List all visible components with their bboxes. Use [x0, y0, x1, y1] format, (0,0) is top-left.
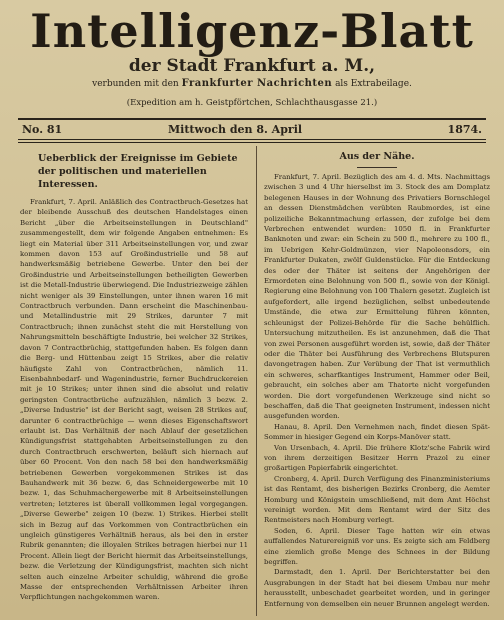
right-column — [264, 150, 490, 616]
expedition-line: (Expedition am h. Geistpförtchen, Schlachthausgasse 21.) — [126, 98, 378, 108]
issue-number: No. 81 — [22, 123, 63, 136]
column-divider — [256, 146, 257, 616]
article-frankfurt: Frankfurt, 7. April. Bezüglich des am 4. d. Mts. Nachmittags zwischen 3 und 4 Uhr hierselbst im 3. Stock des am Domplatz belegenen Hauses in der Wohnung des Privatiers Bornschlegel an dessen Dienstmädchen verübten Raubmordes, ist eine polizeiliche Bekanntmachung erlassen, der zufolge bei dem Verbrechen entwendet wurden: 1050 fl. in Frankfurter Banknoten und zwar: ein Schein zu 500 fl., mehrere zu 100 fl., im Uebrigen Kehr-Goldmünzen, vier Napoleonsdors, ein Frankfurter Dukaten, zwölf Guldenstücke. Für die Entdeckung des oder der Thäter ist seitens der Angehörigen der Ermordeten eine Belohnung von 500 fl., sowie von der Königl. Regierung eine Belohnung von 100 Thalern gesetzt. Zugleich ist aufgefordert, alle irgend bezüglichen, selbst unbedeutende Umstände, die etwa zur Ermittelung führen könnten, schleunigst der Polizei-Behörde für die Sache behülflich. Untersuchung mitzutheilen. Es ist anzunehmen, daß die That von zwei Personen ausgeführt worden ist, sowie, daß der Thäter oder die Thäter bei Ausführung des Verbrechens Blutspuren davongetragen haben. Zur Verübung der That ist vermuthlich ein schweres, scharfkantiges Instrument, Hammer oder Beil, gebraucht, ein solches aber am Thatorte nicht vorgefunden worden. Die dort vorgefundenen Werkzeuge sind nicht so beschaffen, daß die That geeigneten Instrument, indessen nicht ausgefunden worden. — [264, 173, 490, 421]
article-ursenbach: Von Ursenbach, 4. April. Die frühere Klotz'sche Fabrik wird von ihrem derzeitigen Besitzer Herrn Prazol zu einer großartigen Papierfabrik eingerichtet. — [264, 443, 490, 473]
masthead-subtitle: der Stadt Frankfurt a. M., — [128, 56, 376, 76]
left-column — [20, 150, 248, 616]
issue-dateline — [18, 122, 486, 138]
issue-date: Mittwoch den 8. April — [168, 123, 303, 136]
article-cronberg: Cronberg, 4. April. Durch Verfügung des Finanzministeriums ist das Rentamt, des bisherigen Bezirks Cronberg, die Aemter Homburg und Königstein umschließend, mit dem Amt Höchst vereinigt worden. Mit dem Rentamt wird der Sitz des Rentmeisters nach Homburg verlegt. — [264, 474, 490, 525]
connected-prefix: verbunden mit den — [92, 79, 179, 89]
masthead-connected-line — [0, 78, 504, 90]
dateline-rule-upper — [18, 139, 486, 140]
heading-rule — [357, 167, 397, 168]
connected-suffix: als Extrabeilage. — [335, 79, 412, 89]
top-rule — [18, 118, 486, 120]
issue-year: 1874. — [447, 123, 482, 136]
article-soden: Soden, 6. April. Dieser Tage hatten wir ein etwas auffallendes Naturereigniß vor uns. Es zeigte sich am Feldberg eine ziemlich große Menge des Schnees in der Bildung begriffen. — [264, 526, 490, 567]
left-column-heading: Ueberblick der Ereignisse im Gebiete der politischen und materiellen Interessen. — [38, 153, 238, 190]
masthead-title: Intelligenz-Blatt — [30, 4, 474, 58]
article-darmstadt: Darmstadt, den 1. April. Der Berichterstatter bei den Ausgrabungen in der Stadt hat bei diesem Umbau nur mehr herausstellt, unbeschadet gearbeitet worden, und in geringer Entfernung von demselben ein neuer Brunnen angelegt werden. — [264, 568, 490, 608]
article-hanau: Hanau, 8. April. Den Vernehmen nach, findet diesen Spät-Sommer in hiesiger Gegend ein Korps-Manöver statt. — [264, 422, 490, 442]
dateline-rule-lower — [18, 142, 486, 143]
right-column-heading: Aus der Nähe. — [339, 151, 415, 162]
left-column-body: Frankfurt, 7. April. Anläßlich des Contractbruch-Gesetzes hat der bleibende Ausschuß des deutschen Handelstages einen Bericht „über die Arbeitseinstellungen in Deutschland" zusammengestellt, dem wir folgende Angaben entnehmen: Es liegt ein Material über 311 Arbeitseinstellungen vor, und zwar kommen davon 153 auf Großindustrielle und 58 auf handwerksmäßig betriebene Gewerbe. Unter den bei der Großindustrie und Arbeitseinstellungen betheiligten Gewerben ist die Metall-Industrie überwiegend. Die Industriezweige zählen nicht weniger als 39 Einstellungen, unter ihnen waren 16 mit Contractbruch verbunden. Dann erscheint die Maschinenbau- und Metallindustrie mit 29 Strikes, darunter 7 mit Contractbruch; ihnen zunächst steht die mit Herstellung von Nahrungsmitteln beschäftigte Industrie, bei welcher 32 Strikes, davon 7 Contractbrüchig, stattgefunden haben. Es folgen dann die Berg- und Hüttenbau zeigt 15 Strikes, aber die relativ häufigste Zahl von Contractbrüchen, nämlich 11. Eisenbahnbedarf- und Wagenindustrie, ferner Buchdruckereien mit je 10 Strikes; unter ihnen sind die absolut und relativ geringsten Contractbrüche aufzuzählen, nämlich 3 bezw. 2. „Diverse Industrie" ist der Bericht sagt, weisen 28 Strikes auf, darunter 6 contractbrüchige — wenn dieses Eigenschaftswort erlaubt ist. Das Verhältniß der nach Ablauf der gesetzlichen Kündigungsfrist stattgehabten Arbeitseinstellungen zu den durch Contractbruch erschwerten, beläuft sich hiernach auf über 60 Procent. Von den nach 58 bei den handwerksmäßig betriebenen Gewerben vorgekommenen Strikes ist das Bauhandwerk mit 36 bezw. 6, das Schneidergewerbe mit 10 bezw. 1, das Schuhmachergewerbe mit 8 Arbeitseinstellungen vertreten; letzteres ist überall vollkommen legal vorgegangen. „Diverse Gewerbe" zeigen 10 (bezw. 1) Strikes. Hierbei stellt sich in Bezug auf das Vorkommen von Contractbrüchen ein ungleich günstigeres Verhältniß heraus, als bei den in erster Rubrik genannten; die illoyalen Strikes betragen hierbei nur 11 Procent. Allein liegt der Bericht hiermit das Arbeitseinstellungs, bezw. die Verletzung der Kündigungsfrist, machten sich nicht selten auch einzelne Arbeiter schuldig, während die große Masse der entsprechenden Verhältnissen Arbeiter ihren Verpflichtungen nachgekommen waren. — [20, 198, 248, 602]
connected-paper: Frankfurter Nachrichten — [181, 78, 333, 89]
